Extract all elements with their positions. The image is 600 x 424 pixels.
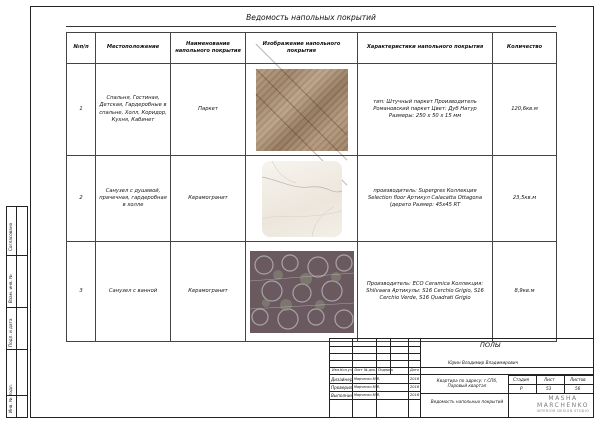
stamp-sheet-title: Ведомость напольных покрытий — [430, 399, 504, 404]
col-doc: № док. — [364, 368, 377, 372]
col-count: Кол.уч — [340, 368, 352, 372]
row-name: Паркет — [171, 64, 246, 156]
col-header-location: Местоположение — [96, 33, 171, 64]
sheet-value: 53 — [546, 386, 552, 391]
row-qty: 120,6кв.м — [493, 64, 557, 156]
table-row — [67, 156, 557, 242]
col-header-qty: Количество — [493, 33, 557, 64]
role-executed-name: Марченко М.В. — [354, 393, 381, 397]
row-qty: 8,9кв.м — [493, 242, 557, 342]
approval-strip — [6, 206, 28, 418]
role-designer-name: Марченко М.В. — [354, 377, 381, 381]
logo-line-2: MARCHENKO — [537, 402, 589, 409]
row-spec: производитель: Supergres Коллекция Selection floor Артикул Calacatta Ottagona (дерато Размер: 45х45 RT — [358, 156, 493, 242]
client-name: Юрин Владимир Владимирович — [448, 360, 519, 365]
col-header-name: Наименование напольного покрытия — [171, 33, 246, 64]
row-num: 3 — [67, 242, 96, 342]
col-sheet: Лист — [354, 368, 363, 372]
row-qty: 23,5кв.м — [493, 156, 557, 242]
inv-original-label: Инв. № подл. — [8, 384, 13, 413]
col-header-num: №п/п — [67, 33, 96, 64]
flooring-table — [66, 32, 557, 342]
row-spec: Производитель: ECO Ceramica Коллекция: Shilvaara Артикулы: S16 Cerchio Grigio, S16 Cerchio Verde, S16 Quadrati Grigio — [358, 242, 493, 342]
row-num: 2 — [67, 156, 96, 242]
project-object: Квартира по адресу: г.СПб, Паровый квартал — [436, 378, 498, 388]
section-title: ПОЛЫ — [480, 341, 501, 349]
logo-line-3: INTERIOR DESIGN STUDIO — [536, 409, 590, 413]
patterned-tile-swatch — [250, 251, 354, 333]
stage-value: Р — [520, 386, 523, 391]
sheet-title: Ведомость напольных покрытий — [246, 13, 376, 22]
role-designer: Дизайнер — [331, 377, 353, 382]
role-checked-name: Марченко М.В. — [354, 385, 381, 389]
title-block — [329, 338, 594, 418]
role-executed-date: 2016 — [410, 393, 420, 397]
studio-logo — [533, 395, 593, 417]
sheets-header: Листов — [570, 377, 586, 382]
col-header-spec: Характеристики напольного покрытия — [358, 33, 493, 64]
table-header-row — [67, 33, 557, 64]
replace-inv-label: Взам. инв. № — [8, 274, 13, 303]
role-executed: Выполнил — [331, 393, 354, 398]
sheet-header: Лист — [544, 377, 555, 382]
role-checked: Проверил — [331, 385, 353, 390]
marble-tile-swatch — [262, 161, 342, 237]
row-name: Керамогранит — [171, 242, 246, 342]
col-sign: Подпись — [378, 368, 394, 372]
row-location: Санузел с ванной — [96, 242, 171, 342]
col-header-image: Изображение напольного покрытия — [246, 33, 358, 64]
stage-header: Стадия — [513, 377, 530, 382]
row-num: 1 — [67, 64, 96, 156]
row-location: Санузел с душевой, прачечная, гардеробная в холле — [96, 156, 171, 242]
wood-parquet-swatch — [256, 69, 348, 151]
role-designer-date: 2016 — [410, 377, 420, 381]
table-row — [67, 242, 557, 342]
row-location: Спальня, Гостиная, Детская, Гардеробные в спальне, Холл, Коридор, Кухня, Кабинет — [96, 64, 171, 156]
title-underline — [66, 26, 556, 27]
sheets-value: 56 — [575, 386, 581, 391]
role-checked-date: 2016 — [410, 385, 420, 389]
logo-line-1: MASHA — [548, 395, 578, 402]
row-spec: тип: Штучный паркет Производитель Романовский паркет Цвет: Дуб Натур Размеры: 250 х 50 х 15 мм — [358, 64, 493, 156]
approved-label: Согласовано — [8, 222, 13, 251]
row-name: Керамогранит — [171, 156, 246, 242]
table-row — [67, 64, 557, 156]
col-date: Дата — [410, 368, 419, 372]
sign-date-label: Подп. и дата — [8, 318, 13, 347]
col-change: Изм. — [332, 368, 340, 372]
